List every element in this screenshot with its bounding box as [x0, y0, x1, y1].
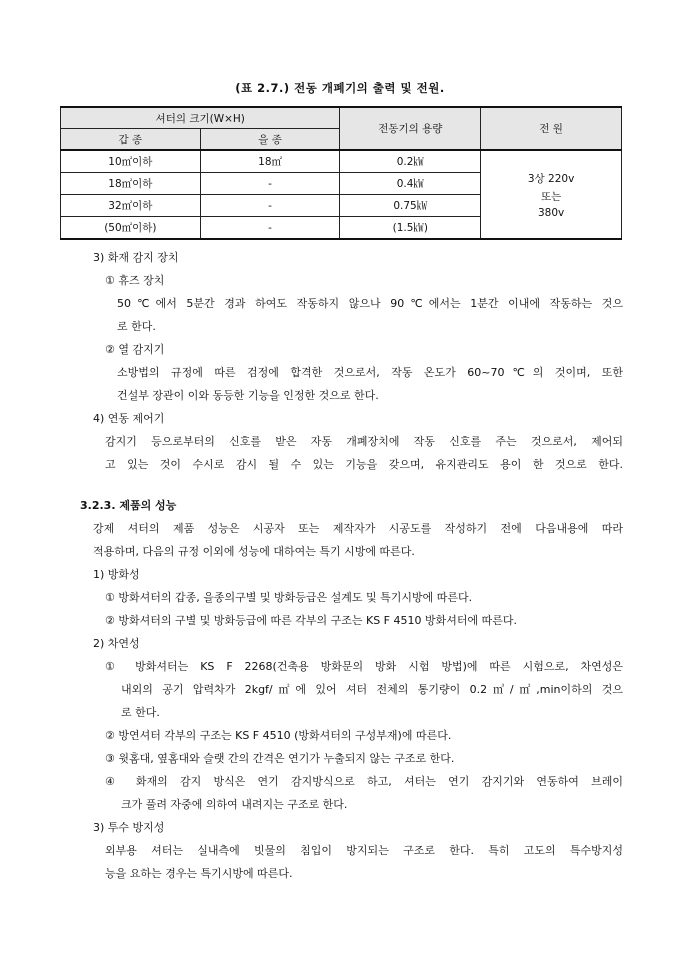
section-intro-2: 적용하며, 다음의 규정 이외에 성능에 대하여는 특기 시방에 따른다. [93, 545, 415, 558]
cell-class-b: - [200, 173, 340, 195]
power-line-2: 또는 [540, 190, 562, 203]
cell-class-a: (50㎡이하) [61, 217, 201, 240]
fuse-text-1: 50℃에서 5분간 경과 하여도 작동하지 않으나 90℃에서는 1분간 이내에 작동하는 것으 [117, 297, 623, 310]
water-text-1: 외부용 셔터는 실내측에 빗물의 침입이 방지되는 구조로 한다. 특히 고도의 특수방지성 [105, 844, 623, 857]
water-title: 3) 투수 방지성 [93, 821, 165, 834]
power-line-3: 380v [537, 206, 565, 219]
header-shutter-size: 셔터의 크기(W×H) [61, 107, 340, 129]
cell-capacity: 0.4㎾ [340, 173, 481, 195]
fireproof-item-2: ② 방화셔터의 구별 및 방화등급에 따른 각부의 구조는 KS F 4510 방화셔터에 따른다. [105, 614, 517, 627]
interlock-text-2: 고 있는 것이 수시로 감시 될 수 있는 기능을 갖으며, 유지관리도 용이 한 것으로 한다. [105, 458, 623, 471]
cell-class-a: 18㎡이하 [61, 173, 201, 195]
cell-class-b: 18㎡ [200, 150, 340, 173]
cell-capacity: 0.2㎾ [340, 150, 481, 173]
smoke-item-1-line-1: ① 방화셔터는 KS F 2268(건축용 방화문의 방화 시험 방법)에 따른 시험으로, 차연성은 [105, 660, 623, 673]
fireproof-title: 1) 방화성 [93, 568, 140, 581]
smoke-item-4-line-2: 크가 풀려 자중에 의하여 내려지는 구조로 한다. [121, 798, 348, 811]
fire-detect-title: 3) 화재 감지 장치 [93, 251, 179, 264]
motor-output-table [60, 106, 622, 240]
water-text-2: 능을 요하는 경우는 특기시방에 따른다. [105, 867, 293, 880]
section-intro-1: 강제 셔터의 제품 성능은 시공자 또는 제작자가 시공도를 작성하기 전에 다음내용에 따라 [93, 522, 623, 535]
table-caption: (표 2.7.) 전동 개폐기의 출력 및 전원. [235, 81, 445, 95]
cell-class-a: 10㎡이하 [61, 150, 201, 173]
cell-class-a: 32㎡이하 [61, 195, 201, 217]
heat-title: ② 열 감지기 [105, 343, 165, 356]
section-title: 3.2.3. 제품의 성능 [80, 499, 177, 512]
interlock-text-1: 감지기 등으로부터의 신호를 받은 자동 개폐장치에 작동 신호를 주는 것으로서, 제어되 [105, 435, 623, 448]
heat-text-1: 소방법의 규정에 따른 검정에 합격한 것으로서, 작동 온도가 60~70℃의 것이며, 또한 [117, 366, 623, 379]
cell-power [481, 150, 622, 239]
smoke-item-1-line-2: 내외의 공기 압력차가 2kgf/㎡에 있어 셔터 전체의 통기량이 0.2㎥/㎡,min이하의 것으 [121, 683, 623, 696]
table-row [61, 150, 622, 173]
cell-class-b: - [200, 217, 340, 240]
smoke-item-1-line-3: 로 한다. [121, 706, 160, 719]
smoke-item-2: ② 방연셔터 각부의 구조는 KS F 4510 (방화셔터의 구성부재)에 따른다. [105, 729, 452, 742]
header-class-a: 갑 종 [61, 129, 201, 151]
cell-capacity: 0.75㎾ [340, 195, 481, 217]
header-class-b: 을 종 [200, 129, 340, 151]
smoke-item-3: ③ 윗홈대, 옆홈대와 슬랫 간의 간격은 연기가 누출되지 않는 구조로 한다. [105, 752, 455, 765]
cell-class-b: - [200, 195, 340, 217]
smoke-title: 2) 차연성 [93, 637, 140, 650]
header-power: 전 원 [481, 107, 622, 150]
interlock-title: 4) 연동 제어기 [93, 412, 165, 425]
cell-capacity: (1.5㎾) [340, 217, 481, 240]
fuse-text-2: 로 한다. [117, 320, 156, 333]
fuse-title: ① 휴즈 장치 [105, 274, 165, 287]
heat-text-2: 건설부 장관이 이와 동등한 기능을 인정한 것으로 한다. [117, 389, 379, 402]
smoke-item-4-line-1: ④ 화재의 감지 방식은 연기 감지방식으로 하고, 셔터는 연기 감지기와 연동하여 브레이 [105, 775, 623, 788]
header-motor-capacity: 전동기의 용량 [340, 107, 481, 150]
power-line-1: 3상 220v [527, 172, 575, 185]
fireproof-item-1: ① 방화셔터의 갑종, 을종의구별 및 방화등급은 설계도 및 특기시방에 따른다. [105, 591, 473, 604]
